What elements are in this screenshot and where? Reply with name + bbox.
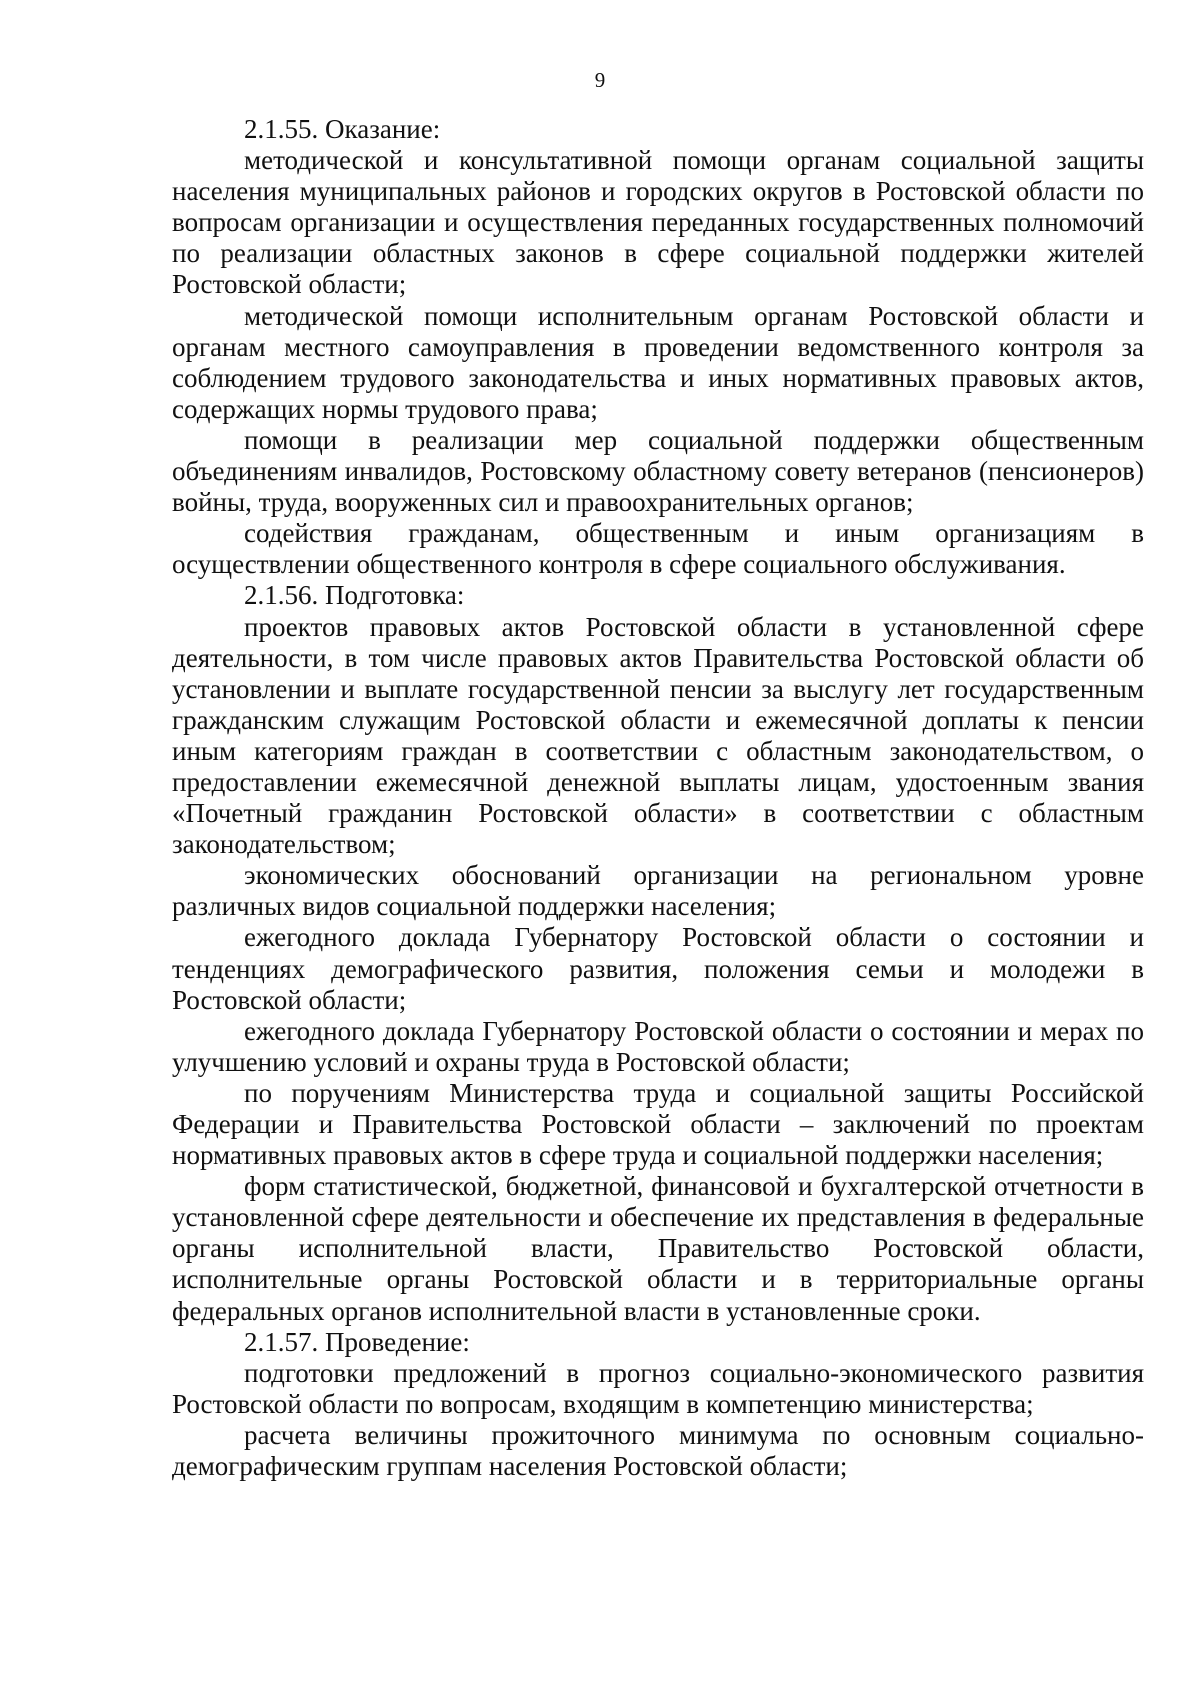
paragraph: экономических обоснований организации на региональном уровне различных видов социальной поддержки населения;: [172, 860, 1144, 922]
paragraph: помощи в реализации мер социальной поддержки общественным объединениям инвалидов, Ростовскому областному совету ветеранов (пенсионеров) войны, труда, вооруженных сил и правоохранительных органов;: [172, 424, 1144, 518]
section-heading-2-1-55: 2.1.55. Оказание:: [244, 114, 441, 144]
section-heading-2-1-57: 2.1.57. Проведение:: [244, 1326, 470, 1357]
paragraph: расчета величины прожиточного минимума по основным социально-демографическим группам населения Ростовской области;: [172, 1419, 1144, 1482]
paragraph: методической помощи исполнительным органам Ростовской области и органам местного самоуправления в проведении ведомственного контроля за соблюдением трудового законодательства и иных нормативных правовых актов, содержащих нормы трудового права;: [172, 300, 1144, 424]
paragraph: подготовки предложений в прогноз социально-экономического развития Ростовской области по вопросам, входящим в компетенцию министерства;: [172, 1357, 1144, 1419]
paragraph: ежегодного доклада Губернатору Ростовской области о состоянии и тенденциях демографического развития, положения семьи и молодежи в Ростовской области;: [172, 922, 1144, 1015]
paragraph: форм статистической, бюджетной, финансовой и бухгалтерской отчетности в установленной сфере деятельности и обеспечение их представления в федеральные органы исполнительной власти, Правительство Ростовской области, исполнительные органы Ростовской области и в территориальные органы федеральных органов исполнительной власти в установленные сроки.: [172, 1171, 1144, 1326]
paragraph: по поручениям Министерства труда и социальной защиты Российской Федерации и Правительства Ростовской области – заключений по проектам нормативных правовых актов в сфере труда и социальной поддержки населения;: [172, 1077, 1144, 1171]
paragraph: ежегодного доклада Губернатору Ростовской области о состоянии и мерах по улучшению условий и охраны труда в Ростовской области;: [172, 1015, 1144, 1077]
page-number: 9: [594, 68, 606, 92]
section-heading-2-1-56: 2.1.56. Подготовка:: [244, 580, 465, 611]
document-body: [172, 114, 1144, 1482]
paragraph: методической и консультативной помощи органам социальной защиты населения муниципальных районов и городских округов в Ростовской области по вопросам организации и осуществления переданных государственных полномочий по реализации областных законов в сфере социальной поддержки жителей Ростовской области;: [172, 145, 1144, 300]
paragraph: содействия гражданам, общественным и иным организациям в осуществлении общественного контроля в сфере социального обслуживания.: [172, 518, 1144, 580]
paragraph: проектов правовых актов Ростовской области в установленной сфере деятельности, в том числе правовых актов Правительства Ростовской области об установлении и выплате государственной пенсии за выслугу лет государственным гражданским служащим Ростовской области и ежемесячной доплаты к пенсии иным категориям граждан в соответствии с областным законодательством, о предоставлении ежемесячной денежной выплаты лицам, удостоенным звания «Почетный гражданин Ростовской области» в соответствии с областным законодательством;: [172, 611, 1144, 860]
